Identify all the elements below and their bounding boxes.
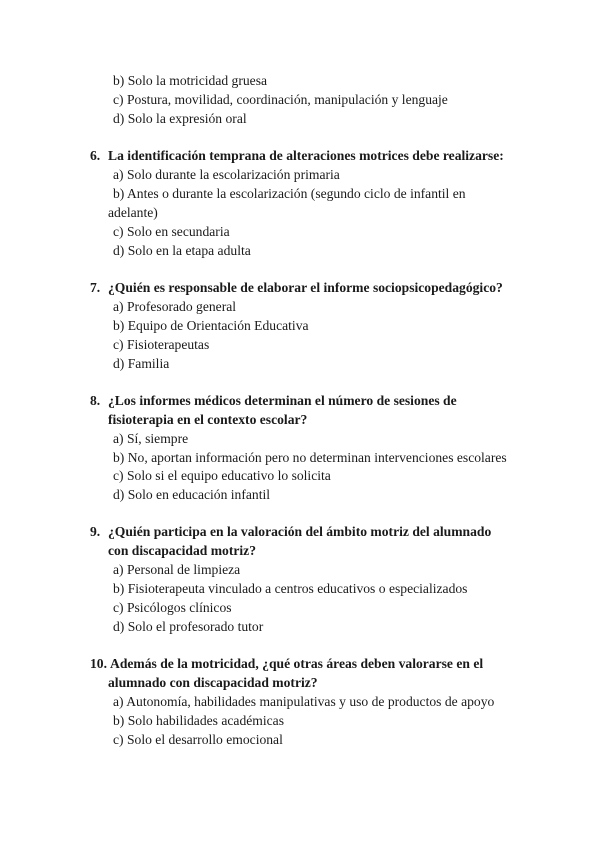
answer-option: c) Postura, movilidad, coordinación, manipulación y lenguaje bbox=[113, 92, 448, 107]
answer-option: c) Solo en secundaria bbox=[113, 224, 230, 239]
answer-option: a) Personal de limpieza bbox=[113, 562, 241, 577]
question-text-continuation: con discapacidad motriz? bbox=[108, 543, 257, 558]
answer-option: a) Profesorado general bbox=[113, 299, 237, 314]
answer-option-continuation: adelante) bbox=[108, 205, 158, 220]
answer-option: d) Solo la expresión oral bbox=[113, 111, 247, 126]
question-text: Además de la motricidad, ¿qué otras áreas deben valorarse en el bbox=[110, 656, 484, 671]
answer-option: a) Autonomía, habilidades manipulativas y uso de productos de apoyo bbox=[113, 694, 495, 709]
question-text-continuation: fisioterapia en el contexto escolar? bbox=[108, 412, 308, 427]
question-text-continuation: alumnado con discapacidad motriz? bbox=[108, 675, 318, 690]
question-text: La identificación temprana de alteraciones motrices debe realizarse: bbox=[108, 148, 504, 163]
question-text: ¿Quién participa en la valoración del ámbito motriz del alumnado bbox=[108, 524, 492, 539]
answer-option: d) Solo el profesorado tutor bbox=[113, 619, 264, 634]
answer-option: b) Solo la motricidad gruesa bbox=[113, 73, 268, 88]
question-text: ¿Quién es responsable de elaborar el informe sociopsicopedagógico? bbox=[108, 280, 503, 295]
answer-option: c) Solo el desarrollo emocional bbox=[113, 732, 283, 747]
answer-option: a) Sí, siempre bbox=[113, 431, 189, 446]
question-text: ¿Los informes médicos determinan el número de sesiones de bbox=[108, 393, 457, 408]
answer-option: a) Solo durante la escolarización primaria bbox=[113, 167, 340, 182]
question-number: 9. bbox=[90, 524, 101, 539]
answer-option: c) Fisioterapeutas bbox=[113, 337, 210, 352]
answer-option: d) Solo en la etapa adulta bbox=[113, 243, 251, 258]
answer-option: d) Solo en educación infantil bbox=[113, 487, 271, 502]
answer-option: d) Familia bbox=[113, 356, 170, 371]
answer-option: b) Equipo de Orientación Educativa bbox=[113, 318, 309, 333]
question-number: 8. bbox=[90, 393, 101, 408]
answer-option: b) Fisioterapeuta vinculado a centros educativos o especializados bbox=[113, 581, 468, 596]
question-number: 10. bbox=[90, 656, 107, 671]
answer-option: b) Antes o durante la escolarización (segundo ciclo de infantil en bbox=[113, 186, 466, 201]
question-number: 7. bbox=[90, 280, 101, 295]
answer-option: b) Solo habilidades académicas bbox=[113, 713, 284, 728]
answer-option: c) Psicólogos clínicos bbox=[113, 600, 232, 615]
question-number: 6. bbox=[90, 148, 101, 163]
answer-option: b) No, aportan información pero no determinan intervenciones escolares bbox=[113, 450, 507, 465]
answer-option: c) Solo si el equipo educativo lo solicita bbox=[113, 468, 331, 483]
